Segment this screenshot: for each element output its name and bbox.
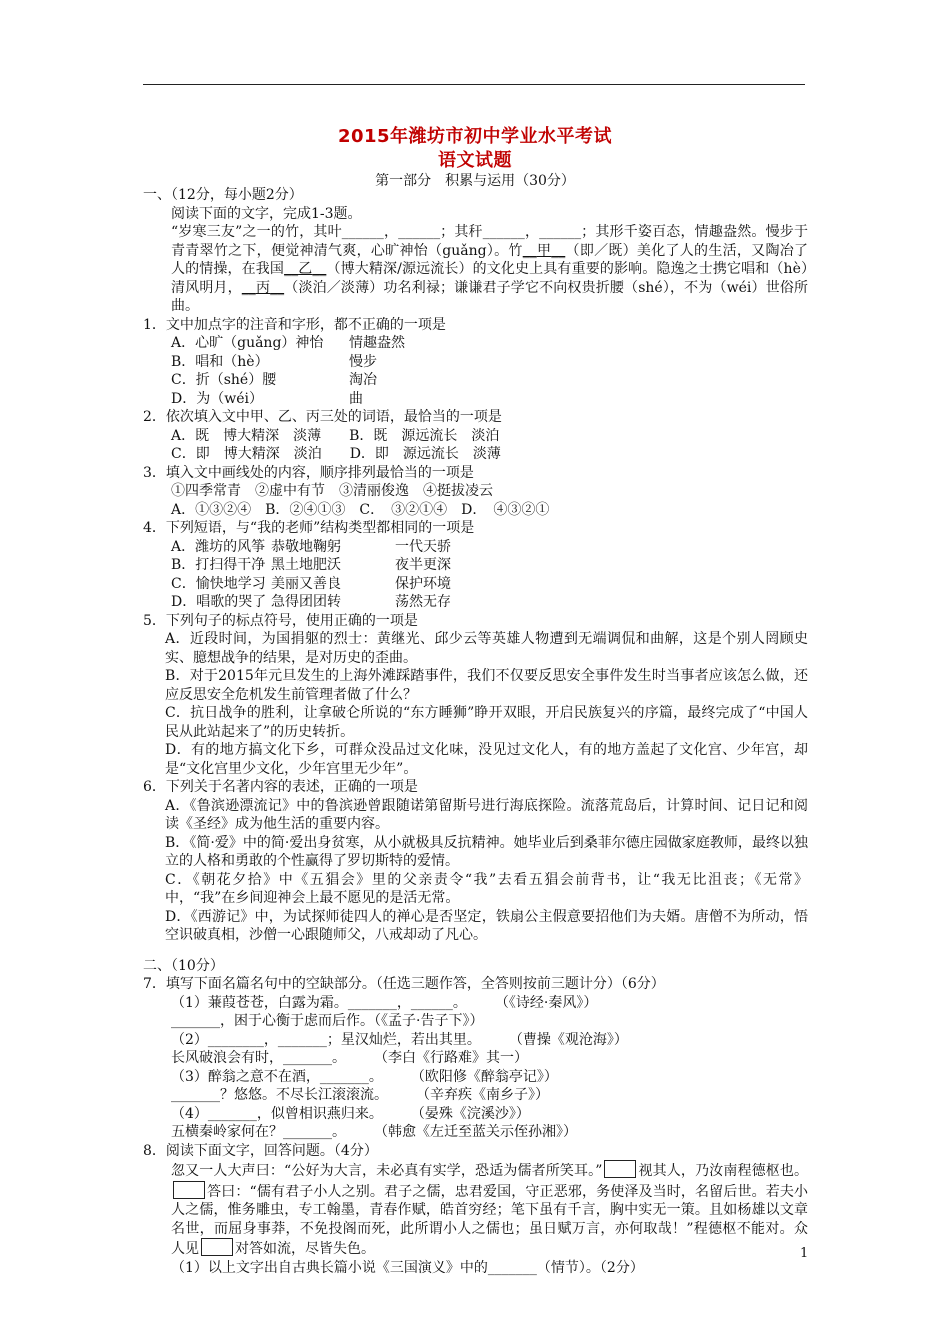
q6-option-d: D．《西游记》中，为试探师徒四人的禅心是否坚定，铁扇公主假意要招他们为夫婿。唐僧不为所动，悟空识破真相，沙僧一心跟随师父，八戒却动了凡心。 — [165, 908, 808, 943]
q7-line-6: _______？悠悠。不尽长江滚滚流。 （辛弃疾《南乡子》） — [171, 1087, 549, 1103]
answer-box — [173, 1181, 205, 1199]
answer-box — [201, 1238, 233, 1256]
q1-stem: 1．文中加点字的注音和字形，都不正确的一项是 — [143, 316, 446, 333]
q1-option-c: C．折（shé）腰 淘冶 — [171, 372, 377, 388]
q2-options-row1: A．既 博大精深 淡薄 B．既 源远流长 淡泊 — [171, 427, 500, 444]
q5-option-b: B．对于2015年元旦发生的上海外滩踩踏事件，我们不仅要反思安全事件发生时当事者应该怎么做，还应反思安全危机发生前管理者做了什么？ — [165, 668, 808, 703]
q1-option-b: B．唱和（hè） 慢步 — [171, 353, 377, 370]
section1-heading: 一、（12分，每小题2分） — [143, 187, 303, 203]
q7-line-3: （2）________，_______；星汉灿烂，若出其里。 （曹操《观沧海》） — [171, 1031, 628, 1048]
q7-line-1: （1）蒹葭苍苍，白露为霜。_______，______。 （《诗经·秦风》） — [171, 994, 598, 1011]
q7-line-2: _______，困于心衡于虑而后作。（《孟子·告子下》） — [171, 1013, 484, 1029]
q5-option-c: C．抗日战争的胜利，让拿破仑所说的“东方睡狮”睁开双眼，开启民族复兴的序篇，最终完成了“中国人民从此站起来了”的历史转折。 — [165, 705, 808, 740]
q4-option-d: D．唱歌的哭了 急得团团转 荡然无存 — [171, 594, 451, 610]
q4-option-b: B．打扫得干净 黑土地肥沃 夜半更深 — [171, 557, 451, 573]
q1-option-d: D．为（wéi） 曲 — [171, 390, 363, 407]
q8-sub-question-1: （1）以上文字出自古典长篇小说《三国演义》中的_______（情节）。（2分） — [171, 1259, 644, 1276]
q8-passage: 忽又一人大声曰：“公好为大言，未必真有实学，恐适为儒者所笑耳。” 视其人，乃汝南程德枢也。答曰：“儒有君子小人之别。君子之儒，忠君爱国，守正恶邪，务使泽及当时，名留后世。若夫小人之儒，惟务雕虫，专工翰墨，青春作赋，皓首穷经；笔下虽有千言，胸中实无一策。且如杨雄以文章名世，而屈身事莽，不免投阁而死，此所谓小人之儒也；虽日赋万言，亦何取哉！”程德枢不能对。众人见 对答如流，尽皆失色。 — [143, 1160, 808, 1259]
q6-option-a: A．《鲁滨逊漂流记》中的鲁滨逊曾跟随诺第留斯号进行海底探险。流落荒岛后，计算时间、记日记和阅读《圣经》成为他生活的重要内容。 — [165, 797, 808, 832]
exam-content — [143, 186, 808, 1277]
q7-line-4: 长风破浪会有时，_______。 （李白《行路难》其一） — [171, 1050, 528, 1066]
q2-stem: 2．依次填入文中甲、乙、丙三处的词语，最恰当的一项是 — [143, 409, 502, 425]
q4-option-c: C．愉快地学习 美丽又善良 保护环境 — [171, 575, 451, 592]
part-header: 第一部分 积累与运用（30分） — [375, 173, 575, 189]
reading-passage: “岁寒三友”之一的竹，其叶______，______；其秆______，______；其形千姿百态，情趣盎然。慢步于青青翠竹之下，便觉神清气爽，心旷神怡（guǎng）。竹__甲__（即／既）美化了人的生活，又陶冶了人的情操，在我国__乙__（博大精深/源远流长）的文化史上具有重要的影响。隐逸之士携它唱和（hè）清风明月，__丙__（淡泊／淡薄）功名利禄；谦谦君子学它不向权贵折腰（shé），不为（wéi）世俗所曲。 — [171, 224, 809, 314]
subject-title: 语文试题 — [438, 150, 512, 171]
q3-stem: 3．填入文中画线处的内容，顺序排列最恰当的一项是 — [143, 464, 474, 481]
section1-instruction: 阅读下面的文字，完成1-3题。 — [171, 205, 362, 222]
q4-option-a: A．潍坊的风筝 恭敬地鞠躬 一代天骄 — [171, 538, 451, 555]
q5-option-d: D．有的地方搞文化下乡，可群众没品过文化味，没见过文化人，有的地方盖起了文化宫、少年宫，却是“文化宫里少文化，少年宫里无少年”。 — [165, 742, 808, 777]
exam-title: 2015年潍坊市初中学业水平考试 — [337, 126, 613, 147]
q7-line-7: （4）_______，似曾相识燕归来。 （晏殊《浣溪沙》） — [171, 1105, 530, 1122]
q7-line-8: 五横秦岭家何在？_______。 （韩愈《左迁至蓝关示侄孙湘》） — [171, 1124, 577, 1140]
q5-option-a: A．近段时间，为国捐躯的烈士：黄继光、邱少云等英雄人物遭到无端调侃和曲解，这是个别人罔顾史实、臆想战争的结果，是对历史的歪曲。 — [165, 631, 808, 666]
q7-stem: 7．填写下面名篇名句中的空缺部分。（任选三题作答，全答则按前三题计分）（6分） — [143, 976, 665, 992]
section2-heading: 二、（10分） — [143, 957, 224, 974]
page-number: 1 — [800, 1246, 809, 1261]
header-rule — [143, 84, 805, 85]
q6-stem: 6．下列关于名著内容的表述，正确的一项是 — [143, 779, 418, 795]
q5-stem: 5．下列句子的标点符号，使用正确的一项是 — [143, 612, 418, 629]
answer-box — [604, 1160, 636, 1178]
q3-options: A．①③②④ B．②④①③ C． ③②①④ D． ④③②① — [171, 501, 550, 518]
q6-option-c: C．《朝花夕拾》中《五猖会》里的父亲责令“我”去看五猖会前背书，让“我无比沮丧；《无常》中，“我”在乡间迎神会上最不愿见的是活无常。 — [165, 871, 808, 906]
q1-option-a: A．心旷（guǎng）神怡 情趣盎然 — [171, 335, 405, 351]
q4-stem: 4．下列短语，与“我的老师”结构类型都相同的一项是 — [143, 520, 475, 536]
q8-stem: 8．阅读下面文字，回答问题。（4分） — [143, 1142, 378, 1159]
q2-options-row2: C．即 博大精深 淡泊 D．即 源远流长 淡薄 — [171, 446, 501, 462]
q7-line-5: （3）醉翁之意不在酒，_______。 （欧阳修《醉翁亭记》） — [171, 1068, 558, 1085]
q3-items: ①四季常青 ②虚中有节 ③清丽俊逸 ④挺拔凌云 — [171, 483, 493, 499]
q6-option-b: B．《简·爱》中的简·爱出身贫寒，从小就极具反抗精神。她毕业后到桑菲尔德庄园做家庭教师，最终以独立的人格和勇敢的个性赢得了罗切斯特的爱情。 — [165, 834, 808, 869]
